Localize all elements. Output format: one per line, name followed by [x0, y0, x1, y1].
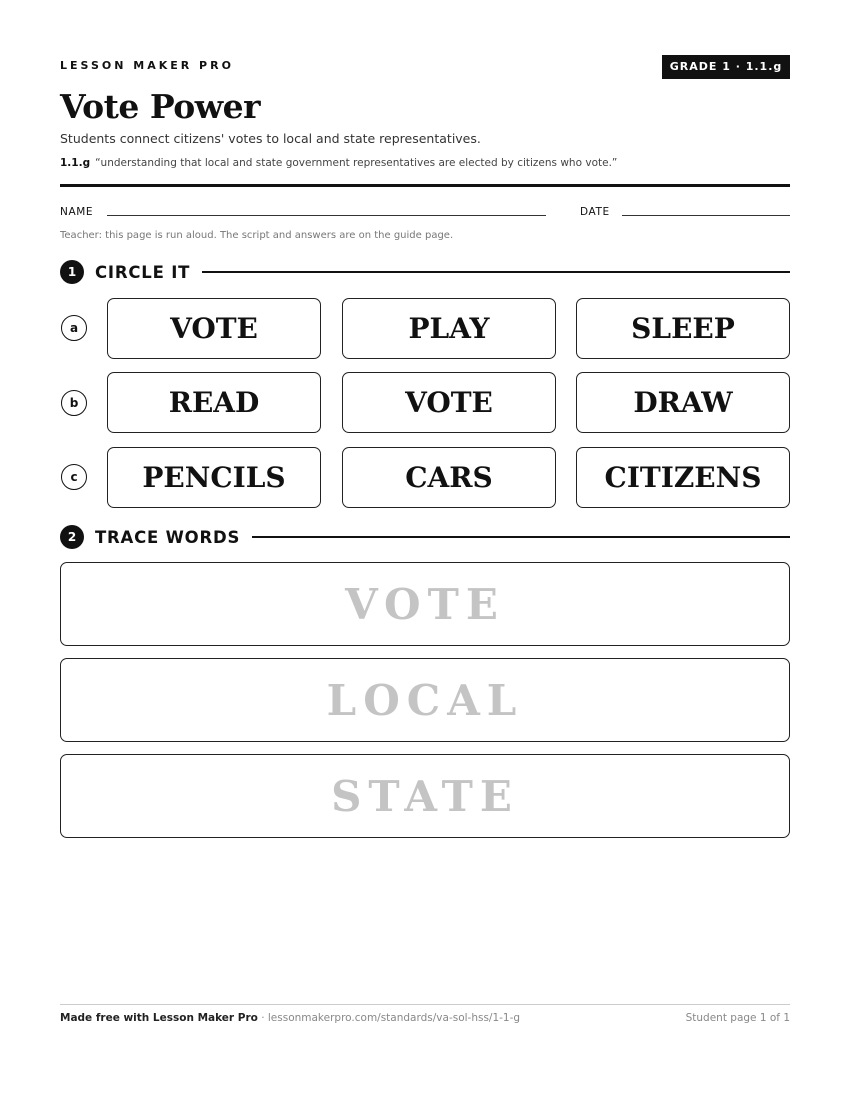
circle-word-option[interactable]: VOTE: [342, 372, 556, 433]
footer-made-with: Made free with Lesson Maker Pro: [60, 1012, 258, 1024]
circle-word-option[interactable]: PENCILS: [107, 447, 321, 508]
section-trace-words-header: [60, 525, 790, 549]
trace-word-box[interactable]: [60, 658, 790, 742]
trace-word: LOCAL: [326, 675, 524, 725]
section-divider: [252, 536, 790, 538]
section-number-badge: 1: [60, 260, 84, 284]
circle-word-option[interactable]: SLEEP: [576, 298, 790, 359]
name-field[interactable]: [107, 215, 546, 216]
row-letter-b: b: [61, 390, 87, 416]
date-field[interactable]: [622, 215, 790, 216]
section-number-badge: 2: [60, 525, 84, 549]
footer-url-link[interactable]: lessonmakerpro.com/standards/va-sol-hss/1-1-g: [267, 1012, 521, 1024]
circle-word-option[interactable]: CITIZENS: [576, 447, 790, 508]
circle-word-option[interactable]: PLAY: [342, 298, 556, 359]
footer-page-number: Student page 1 of 1: [685, 1012, 790, 1024]
circle-word-option[interactable]: READ: [107, 372, 321, 433]
trace-word: VOTE: [345, 579, 505, 629]
trace-word-box[interactable]: [60, 562, 790, 646]
teacher-note: Teacher: this page is run aloud. The script and answers are on the guide page.: [60, 230, 454, 241]
row-letter-c: c: [61, 464, 87, 490]
footer-credit: [60, 1012, 520, 1024]
circle-word-option[interactable]: VOTE: [107, 298, 321, 359]
brand-name: LESSON MAKER PRO: [60, 59, 234, 72]
section-divider: [202, 271, 790, 273]
grade-badge: GRADE 1 · 1.1.g: [662, 55, 790, 79]
row-letter-a: a: [61, 315, 87, 341]
page-subtitle: Students connect citizens' votes to local and state representatives.: [60, 131, 481, 146]
footer-divider: [60, 1004, 790, 1005]
standard-text: “understanding that local and state government representatives are elected by citizens who vote.”: [95, 157, 618, 169]
footer-separator: ·: [257, 1012, 268, 1024]
section-circle-it-header: [60, 260, 790, 284]
circle-word-option[interactable]: DRAW: [576, 372, 790, 433]
page-title: Vote Power: [60, 87, 261, 126]
trace-word-box[interactable]: [60, 754, 790, 838]
trace-word: STATE: [331, 771, 519, 821]
circle-word-option[interactable]: CARS: [342, 447, 556, 508]
name-label: NAME: [60, 206, 94, 218]
standard-code: 1.1.g: [60, 157, 91, 169]
section-title: TRACE WORDS: [95, 527, 241, 547]
header-divider: [60, 184, 790, 187]
date-label: DATE: [580, 206, 610, 218]
section-title: CIRCLE IT: [95, 262, 191, 282]
standard-line: [60, 157, 617, 169]
